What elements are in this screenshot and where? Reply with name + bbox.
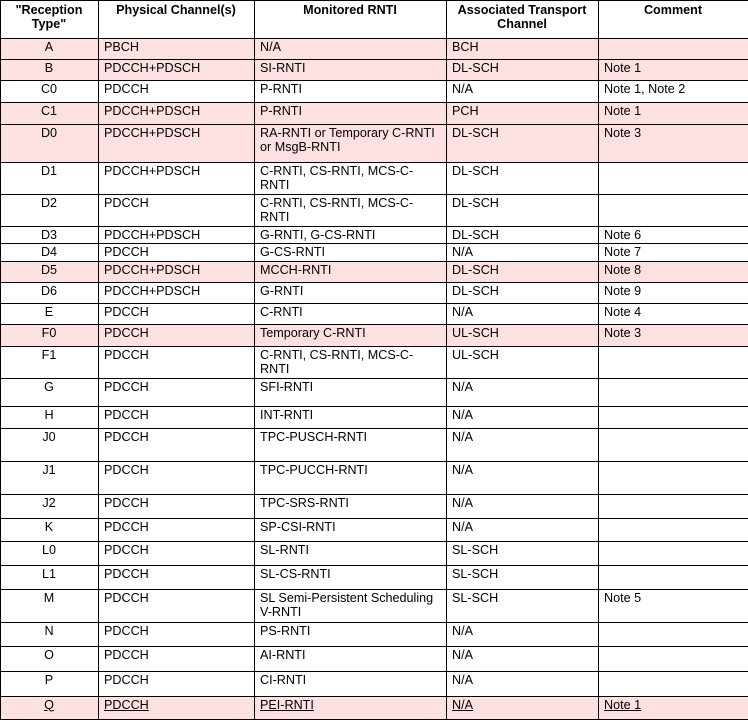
- cell-physical-channel: PDCCH: [99, 647, 255, 672]
- cell-comment: [599, 461, 748, 494]
- cell-reception-type: L0: [1, 541, 99, 565]
- cell-monitored-rnti: SFI-RNTI: [255, 379, 447, 406]
- cell-reception-type: K: [1, 519, 99, 541]
- table-body: [1, 39, 748, 720]
- table-row: [1, 461, 748, 494]
- cell-comment: [599, 39, 748, 60]
- cell-monitored-rnti: C-RNTI: [255, 303, 447, 324]
- cell-monitored-rnti: AI-RNTI: [255, 647, 447, 672]
- cell-comment: Note 9: [599, 282, 748, 303]
- cell-transport-channel: UL-SCH: [447, 324, 599, 346]
- cell-reception-type: G: [1, 379, 99, 406]
- cell-physical-channel: PDCCH+PDSCH: [99, 162, 255, 194]
- cell-physical-channel: PDCCH+PDSCH: [99, 60, 255, 81]
- table-row: [1, 227, 748, 244]
- cell-reception-type: D3: [1, 227, 99, 244]
- cell-physical-channel: PBCH: [99, 39, 255, 60]
- cell-comment: Note 3: [599, 324, 748, 346]
- cell-physical-channel: PDCCH: [99, 406, 255, 428]
- cell-transport-channel: DL-SCH: [447, 282, 599, 303]
- cell-transport-channel: N/A: [447, 623, 599, 647]
- cell-physical-channel: PDCCH: [99, 541, 255, 565]
- cell-comment: Note 6: [599, 227, 748, 244]
- cell-transport-channel: N/A: [447, 647, 599, 672]
- table-row: [1, 244, 748, 261]
- cell-comment: [599, 647, 748, 672]
- cell-comment: Note 1: [599, 103, 748, 124]
- table-header-row: [1, 1, 748, 39]
- cell-transport-channel: BCH: [447, 39, 599, 60]
- cell-comment: Note 3: [599, 124, 748, 162]
- cell-reception-type: D5: [1, 261, 99, 282]
- cell-reception-type: C0: [1, 81, 99, 103]
- table-row: [1, 39, 748, 60]
- cell-monitored-rnti: SL Semi-Persistent Scheduling V-RNTI: [255, 589, 447, 622]
- cell-comment: [599, 541, 748, 565]
- cell-monitored-rnti: C-RNTI, CS-RNTI, MCS-C-RNTI: [255, 162, 447, 194]
- table-row: [1, 589, 748, 622]
- cell-physical-channel: PDCCH: [99, 495, 255, 519]
- cell-reception-type: H: [1, 406, 99, 428]
- cell-physical-channel: PDCCH: [99, 672, 255, 696]
- cell-monitored-rnti: G-CS-RNTI: [255, 244, 447, 261]
- cell-monitored-rnti: CI-RNTI: [255, 672, 447, 696]
- cell-comment: [599, 519, 748, 541]
- cell-monitored-rnti: Temporary C-RNTI: [255, 324, 447, 346]
- table-row: [1, 124, 748, 162]
- cell-comment: Note 4: [599, 303, 748, 324]
- cell-physical-channel: PDCCH+PDSCH: [99, 227, 255, 244]
- cell-comment: [599, 495, 748, 519]
- cell-transport-channel: DL-SCH: [447, 195, 599, 227]
- cell-reception-type: P: [1, 672, 99, 696]
- cell-reception-type: D0: [1, 124, 99, 162]
- cell-physical-channel: PDCCH: [99, 428, 255, 461]
- cell-physical-channel: PDCCH: [99, 519, 255, 541]
- cell-reception-type: Q: [1, 696, 99, 719]
- table-row: [1, 81, 748, 103]
- cell-reception-type: F0: [1, 324, 99, 346]
- cell-monitored-rnti: N/A: [255, 39, 447, 60]
- cell-reception-type: D6: [1, 282, 99, 303]
- cell-transport-channel: SL-SCH: [447, 589, 599, 622]
- cell-physical-channel: PDCCH: [99, 81, 255, 103]
- table-row: [1, 103, 748, 124]
- cell-comment: [599, 347, 748, 379]
- table-row: [1, 60, 748, 81]
- cell-monitored-rnti: RA-RNTI or Temporary C-RNTI or MsgB-RNTI: [255, 124, 447, 162]
- cell-comment: [599, 406, 748, 428]
- cell-transport-channel: N/A: [447, 696, 599, 719]
- cell-physical-channel: PDCCH: [99, 461, 255, 494]
- table-row: [1, 379, 748, 406]
- table-row: [1, 406, 748, 428]
- cell-physical-channel: PDCCH+PDSCH: [99, 103, 255, 124]
- cell-comment: Note 5: [599, 589, 748, 622]
- cell-comment: [599, 623, 748, 647]
- table-row: [1, 162, 748, 194]
- cell-monitored-rnti: SI-RNTI: [255, 60, 447, 81]
- cell-reception-type: D4: [1, 244, 99, 261]
- cell-comment: Note 7: [599, 244, 748, 261]
- cell-reception-type: J1: [1, 461, 99, 494]
- cell-physical-channel: PDCCH: [99, 623, 255, 647]
- cell-transport-channel: N/A: [447, 406, 599, 428]
- header-comment: Comment: [599, 1, 748, 39]
- cell-reception-type: E: [1, 303, 99, 324]
- table-row: [1, 261, 748, 282]
- cell-transport-channel: N/A: [447, 461, 599, 494]
- cell-physical-channel: PDCCH: [99, 696, 255, 719]
- table-row: [1, 565, 748, 589]
- cell-transport-channel: DL-SCH: [447, 162, 599, 194]
- cell-monitored-rnti: PS-RNTI: [255, 623, 447, 647]
- cell-reception-type: O: [1, 647, 99, 672]
- cell-comment: [599, 672, 748, 696]
- table-row: [1, 623, 748, 647]
- header-reception-type: "Reception Type": [1, 1, 99, 39]
- table-row: [1, 519, 748, 541]
- cell-monitored-rnti: P-RNTI: [255, 103, 447, 124]
- cell-reception-type: C1: [1, 103, 99, 124]
- cell-transport-channel: N/A: [447, 519, 599, 541]
- cell-comment: Note 8: [599, 261, 748, 282]
- cell-transport-channel: DL-SCH: [447, 227, 599, 244]
- cell-physical-channel: PDCCH: [99, 565, 255, 589]
- table-row: [1, 672, 748, 696]
- cell-comment: [599, 565, 748, 589]
- cell-monitored-rnti: TPC-PUCCH-RNTI: [255, 461, 447, 494]
- cell-physical-channel: PDCCH: [99, 379, 255, 406]
- cell-physical-channel: PDCCH+PDSCH: [99, 282, 255, 303]
- header-monitored-rnti: Monitored RNTI: [255, 1, 447, 39]
- cell-monitored-rnti: P-RNTI: [255, 81, 447, 103]
- cell-monitored-rnti: G-RNTI, G-CS-RNTI: [255, 227, 447, 244]
- cell-reception-type: J0: [1, 428, 99, 461]
- cell-monitored-rnti: TPC-SRS-RNTI: [255, 495, 447, 519]
- table-row: [1, 282, 748, 303]
- cell-transport-channel: N/A: [447, 244, 599, 261]
- cell-comment: Note 1, Note 2: [599, 81, 748, 103]
- cell-monitored-rnti: G-RNTI: [255, 282, 447, 303]
- cell-transport-channel: UL-SCH: [447, 347, 599, 379]
- cell-reception-type: D1: [1, 162, 99, 194]
- cell-transport-channel: SL-SCH: [447, 565, 599, 589]
- table-row: [1, 647, 748, 672]
- cell-monitored-rnti: C-RNTI, CS-RNTI, MCS-C-RNTI: [255, 195, 447, 227]
- cell-reception-type: B: [1, 60, 99, 81]
- cell-monitored-rnti: SP-CSI-RNTI: [255, 519, 447, 541]
- cell-reception-type: F1: [1, 347, 99, 379]
- cell-comment: [599, 379, 748, 406]
- header-physical-channels: Physical Channel(s): [99, 1, 255, 39]
- cell-transport-channel: N/A: [447, 303, 599, 324]
- table-row: [1, 541, 748, 565]
- cell-monitored-rnti: C-RNTI, CS-RNTI, MCS-C-RNTI: [255, 347, 447, 379]
- table-row: [1, 428, 748, 461]
- table-row: [1, 347, 748, 379]
- cell-physical-channel: PDCCH: [99, 324, 255, 346]
- cell-physical-channel: PDCCH: [99, 589, 255, 622]
- table-row: [1, 495, 748, 519]
- table-row: [1, 303, 748, 324]
- cell-physical-channel: PDCCH+PDSCH: [99, 124, 255, 162]
- cell-reception-type: D2: [1, 195, 99, 227]
- cell-transport-channel: N/A: [447, 672, 599, 696]
- cell-comment: [599, 195, 748, 227]
- cell-comment: [599, 162, 748, 194]
- cell-physical-channel: PDCCH: [99, 244, 255, 261]
- table-row: [1, 324, 748, 346]
- cell-monitored-rnti: TPC-PUSCH-RNTI: [255, 428, 447, 461]
- cell-monitored-rnti: MCCH-RNTI: [255, 261, 447, 282]
- cell-physical-channel: PDCCH: [99, 303, 255, 324]
- cell-comment: Note 1: [599, 60, 748, 81]
- cell-transport-channel: DL-SCH: [447, 60, 599, 81]
- table-row: [1, 195, 748, 227]
- cell-reception-type: J2: [1, 495, 99, 519]
- cell-transport-channel: DL-SCH: [447, 261, 599, 282]
- cell-transport-channel: N/A: [447, 81, 599, 103]
- cell-transport-channel: N/A: [447, 379, 599, 406]
- table-row: [1, 696, 748, 719]
- cell-monitored-rnti: SL-RNTI: [255, 541, 447, 565]
- cell-monitored-rnti: PEI-RNTI: [255, 696, 447, 719]
- cell-transport-channel: N/A: [447, 428, 599, 461]
- cell-comment: Note 1: [599, 696, 748, 719]
- cell-physical-channel: PDCCH+PDSCH: [99, 261, 255, 282]
- cell-transport-channel: SL-SCH: [447, 541, 599, 565]
- cell-monitored-rnti: INT-RNTI: [255, 406, 447, 428]
- header-transport-channel: Associated Transport Channel: [447, 1, 599, 39]
- cell-physical-channel: PDCCH: [99, 347, 255, 379]
- cell-transport-channel: PCH: [447, 103, 599, 124]
- cell-reception-type: A: [1, 39, 99, 60]
- cell-transport-channel: DL-SCH: [447, 124, 599, 162]
- cell-physical-channel: PDCCH: [99, 195, 255, 227]
- cell-transport-channel: N/A: [447, 495, 599, 519]
- cell-monitored-rnti: SL-CS-RNTI: [255, 565, 447, 589]
- cell-reception-type: L1: [1, 565, 99, 589]
- cell-comment: [599, 428, 748, 461]
- cell-reception-type: M: [1, 589, 99, 622]
- cell-reception-type: N: [1, 623, 99, 647]
